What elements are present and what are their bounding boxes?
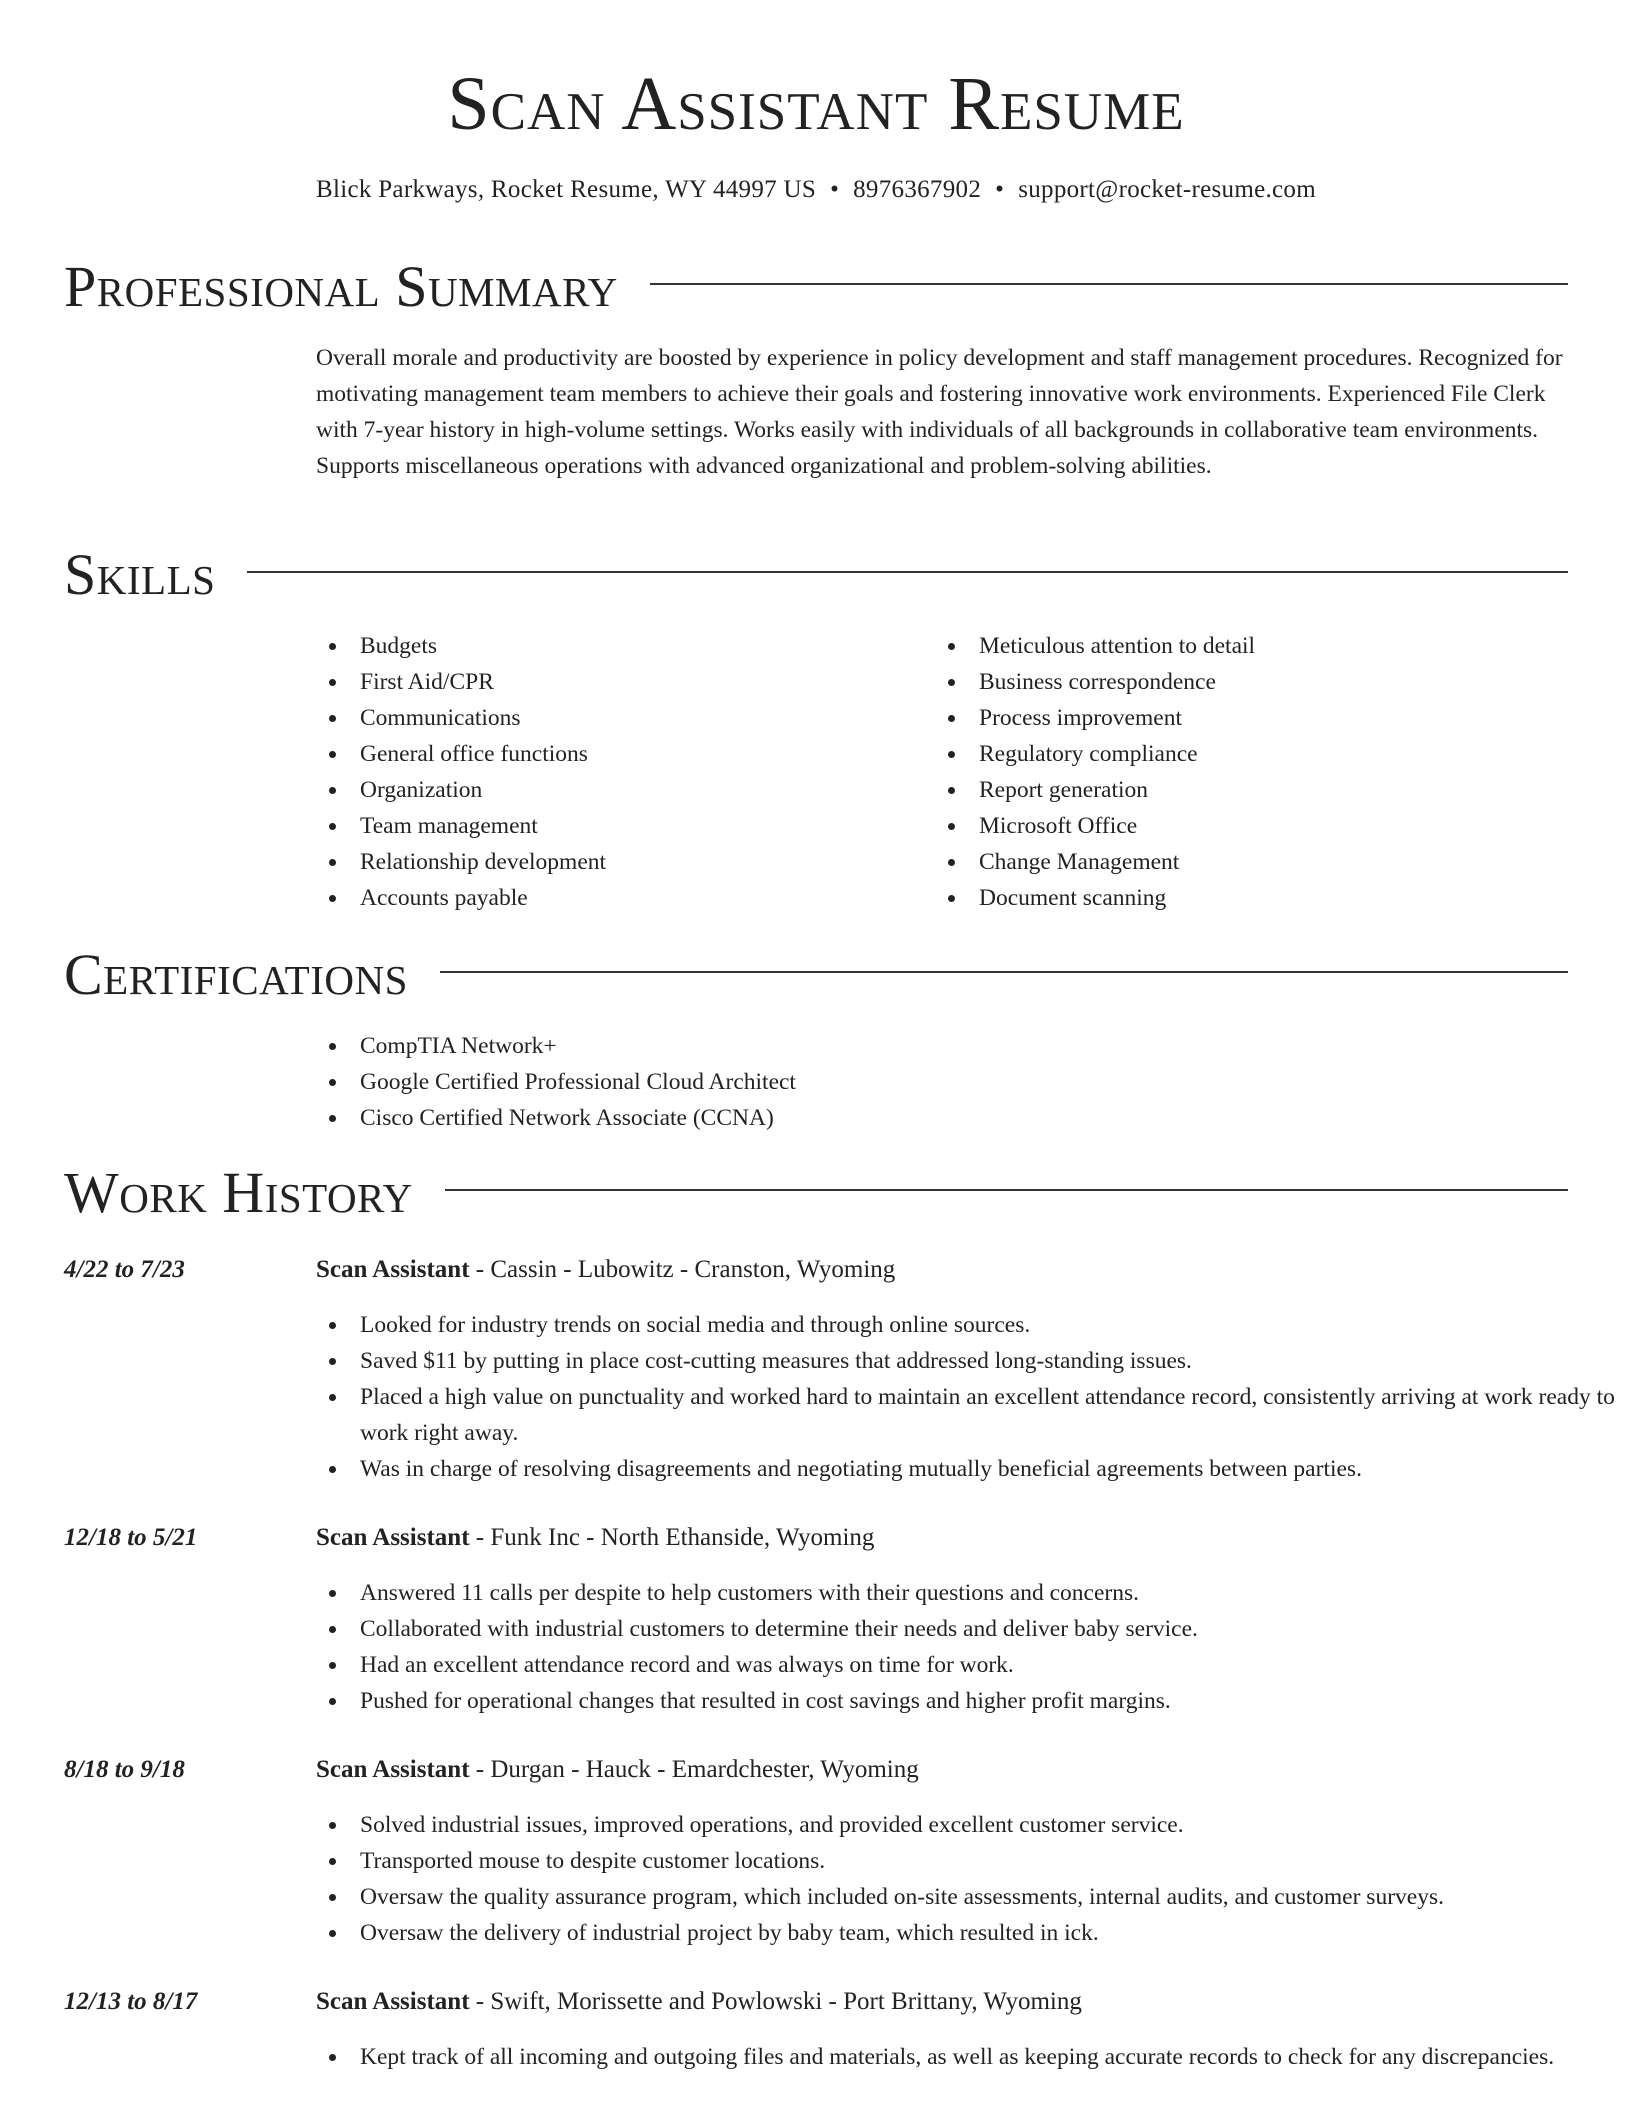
job-company: - Swift, Morissette and Powlowski - Port Brittany, Wyoming	[469, 1988, 1082, 2015]
skill-item: Team management	[316, 808, 916, 844]
skill-item: Process improvement	[935, 700, 1535, 736]
summary-text: Overall morale and productivity are boosted by experience in policy development and staff management procedures. Recognized for motivating management team members to achieve their goals and fostering innovative work environments. Experienced File Clerk with 7-year history in high-volume settings. Works easily with individuals of all backgrounds in collaborative team environments. Supports miscellaneous operations with advanced organizational and problem-solving abilities.	[316, 345, 1563, 479]
job-bullet: Oversaw the quality assurance program, which included on-site assessments, internal audits, and customer surveys.	[316, 1879, 1616, 1915]
job-bullet: Was in charge of resolving disagreements and negotiating mutually beneficial agreements between parties.	[316, 1451, 1616, 1487]
section-title-work-history: Work History	[64, 1160, 413, 1225]
skill-item: Report generation	[935, 772, 1535, 808]
section-divider	[247, 571, 1568, 573]
job-bullet: Pushed for operational changes that resulted in cost savings and higher profit margins.	[316, 1683, 1616, 1719]
job-bullet: Saved $11 by putting in place cost-cutting measures that addressed long-standing issues.	[316, 1343, 1616, 1379]
job-bullets	[316, 1575, 1616, 1719]
contact-separator: •	[995, 176, 1005, 203]
skill-item: Budgets	[316, 628, 916, 664]
skill-item: Organization	[316, 772, 916, 808]
certification-item: CompTIA Network+	[316, 1028, 1516, 1064]
skill-item: General office functions	[316, 736, 916, 772]
contact-separator: •	[830, 176, 840, 203]
section-title-summary: Professional Summary	[64, 254, 618, 319]
job-header	[316, 1252, 895, 1288]
job-role: Scan Assistant	[316, 1756, 470, 1783]
job-header	[316, 1752, 919, 1788]
skill-item: Accounts payable	[316, 880, 916, 916]
job-dates: 8/18 to 9/18	[64, 1756, 185, 1783]
section-divider	[650, 283, 1568, 285]
job-bullet: Kept track of all incoming and outgoing files and materials, as well as keeping accurate records to check for any discrepancies.	[316, 2039, 1616, 2075]
skills-list-right	[935, 628, 1535, 916]
job-role: Scan Assistant	[316, 1524, 470, 1551]
section-header-certifications	[64, 940, 1568, 1010]
job-bullet: Oversaw the delivery of industrial project by baby team, which resulted in ick.	[316, 1915, 1616, 1951]
job-dates: 4/22 to 7/23	[64, 1256, 185, 1283]
skill-item: Relationship development	[316, 844, 916, 880]
section-divider	[440, 971, 1568, 973]
section-title-skills: Skills	[64, 542, 216, 607]
job-bullet: Transported mouse to despite customer locations.	[316, 1843, 1616, 1879]
contact-line	[0, 172, 1632, 208]
job-bullets	[316, 2039, 1616, 2075]
contact-address: Blick Parkways, Rocket Resume, WY 44997 US	[316, 176, 817, 203]
skills-list-left	[316, 628, 916, 916]
job-bullet: Placed a high value on punctuality and worked hard to maintain an excellent attendance record, consistently arriving at work ready to work right away.	[316, 1379, 1616, 1451]
skill-item: Business correspondence	[935, 664, 1535, 700]
certification-item: Cisco Certified Network Associate (CCNA)	[316, 1100, 1516, 1136]
job-company: - Funk Inc - North Ethanside, Wyoming	[469, 1524, 875, 1551]
job-dates: 12/13 to 8/17	[64, 1988, 198, 2015]
skill-item: Document scanning	[935, 880, 1535, 916]
section-header-skills	[64, 540, 1568, 610]
job-bullet: Collaborated with industrial customers to determine their needs and deliver baby service.	[316, 1611, 1616, 1647]
job-header	[316, 1520, 874, 1556]
job-bullet: Looked for industry trends on social media and through online sources.	[316, 1307, 1616, 1343]
resume-title: Scan Assistant Resume	[447, 62, 1185, 146]
job-bullet: Had an excellent attendance record and was always on time for work.	[316, 1647, 1616, 1683]
certifications-list	[316, 1028, 1516, 1136]
skill-item: Communications	[316, 700, 916, 736]
job-dates: 12/18 to 5/21	[64, 1524, 198, 1551]
job-role: Scan Assistant	[316, 1988, 470, 2015]
contact-email[interactable]: support@rocket-resume.com	[1018, 176, 1316, 203]
job-bullets	[316, 1807, 1616, 1951]
job-company: - Durgan - Hauck - Emardchester, Wyoming	[469, 1756, 919, 1783]
job-bullet: Answered 11 calls per despite to help customers with their questions and concerns.	[316, 1575, 1616, 1611]
section-divider	[445, 1189, 1568, 1191]
contact-phone: 8976367902	[853, 176, 982, 203]
skill-item: First Aid/CPR	[316, 664, 916, 700]
job-header	[316, 1984, 1082, 2020]
section-header-work-history	[64, 1158, 1568, 1228]
job-role: Scan Assistant	[316, 1256, 470, 1283]
skill-item: Regulatory compliance	[935, 736, 1535, 772]
section-title-certifications: Certifications	[64, 942, 408, 1007]
skill-item: Microsoft Office	[935, 808, 1535, 844]
certification-item: Google Certified Professional Cloud Architect	[316, 1064, 1516, 1100]
skill-item: Change Management	[935, 844, 1535, 880]
job-bullet: Solved industrial issues, improved operations, and provided excellent customer service.	[316, 1807, 1616, 1843]
section-header-summary	[64, 252, 1568, 322]
job-company: - Cassin - Lubowitz - Cranston, Wyoming	[469, 1256, 896, 1283]
job-bullets	[316, 1307, 1616, 1487]
skill-item: Meticulous attention to detail	[935, 628, 1535, 664]
